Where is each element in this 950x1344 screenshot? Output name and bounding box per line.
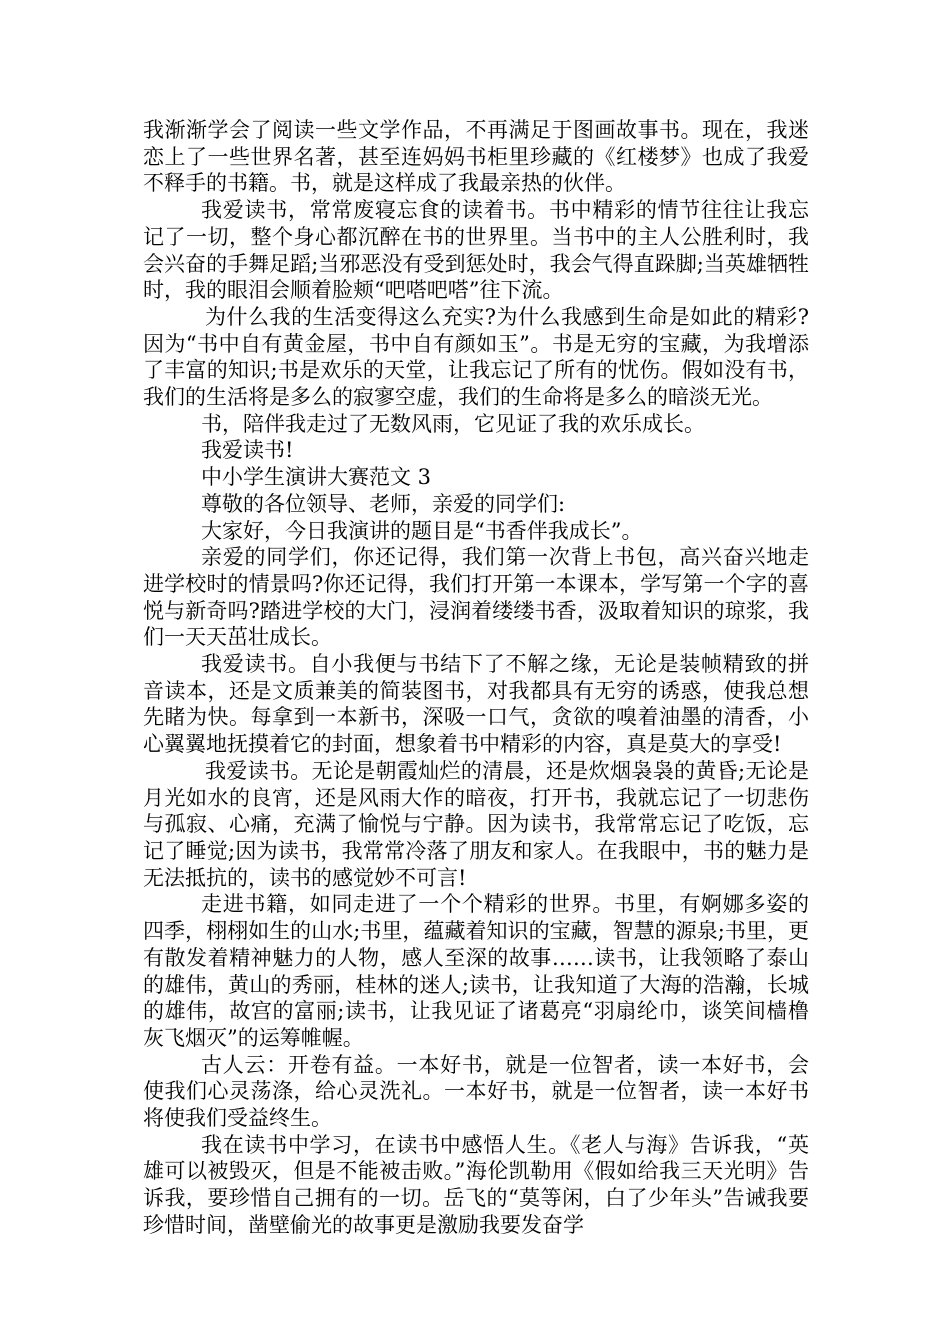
paragraph: 我渐渐学会了阅读一些文学作品，不再满足于图画故事书。现在，我迷恋上了一些世界名著，甚至连妈妈书柜里珍藏的《红楼梦》也成了我爱不释手的书籍。书，就是这样成了我最亲热的伙伴。 xyxy=(143,118,809,196)
paragraph: 我爱读书。自小我便与书结下了不解之缘，无论是装帧精致的拼音读本，还是文质兼美的简装图书，对我都具有无穷的诱惑，使我总想先睹为快。每拿到一本新书，深吸一口气，贪欲的嗅着油墨的清香，小心翼翼地抚摸着它的封面，想象着书中精彩的内容，真是莫大的享受! xyxy=(143,652,809,757)
paragraph: 我爱读书。无论是朝霞灿烂的清晨，还是炊烟袅袅的黄昏;无论是月光如水的良宵，还是风雨大作的暗夜，打开书，我就忘记了一切悲伤与孤寂、心痛，充满了愉悦与宁静。因为读书，我常常忘记了吃饭，忘记了睡觉;因为读书，我常常冷落了朋友和家人。在我眼中，书的魅力是无法抵抗的，读书的感觉妙不可言! xyxy=(143,758,809,890)
paragraph: 亲爱的同学们，你还记得，我们第一次背上书包，高兴奋兴地走进学校时的情景吗?你还记得，我们打开第一本课本，学写第一个字的喜悦与新奇吗?踏进学校的大门，浸润着缕缕书香，汲取着知识的琼浆，我们一天天茁壮成长。 xyxy=(143,545,809,650)
section-heading: 中小学生演讲大赛范文 3 xyxy=(201,465,432,490)
paragraph: 我在读书中学习，在读书中感悟人生。《老人与海》告诉我，“英雄可以被毁灭，但是不能被击败。”海伦凯勒用《假如给我三天光明》告诉我，要珍惜自己拥有的一切。岳飞的“莫等闲，白了少年头”告诫我要珍惜时间，凿壁偷光的故事更是激励我要发奋学 xyxy=(143,1132,809,1237)
paragraph: 走进书籍，如同走进了一个个精彩的世界。书里，有婀娜多姿的四季，栩栩如生的山水;书里，蕴藏着知识的宝藏，智慧的源泉;书里，更有散发着精神魅力的人物，感人至深的故事……读书，让我领略了泰山的雄伟，黄山的秀丽，桂林的迷人;读书，让我知道了大海的浩瀚，长城的雄伟，故宫的富丽;读书，让我见证了诸葛亮“羽扇纶巾，谈笑间樯橹灰飞烟灭”的运筹帷幄。 xyxy=(143,892,809,1050)
paragraph: 我爱读书，常常废寝忘食的读着书。书中精彩的情节往往让我忘记了一切，整个身心都沉醉在书的世界里。当书中的主人公胜利时，我会兴奋的手舞足蹈;当邪恶没有受到惩处时，我会气得直跺脚;当英雄牺牲时，我的眼泪会顺着脸颊“吧嗒吧嗒”往下流。 xyxy=(143,198,809,303)
paragraph: 为什么我的生活变得这么充实?为什么我感到生命是如此的精彩?因为“书中自有黄金屋，书中自有颜如玉”。书是无穷的宝藏，为我增添了丰富的知识;书是欢乐的天堂，让我忘记了所有的忧伤。假如没有书，我们的生活将是多么的寂寥空虚，我们的生命将是多么的暗淡无光。 xyxy=(143,304,809,410)
salutation: 尊敬的各位领导、老师，亲爱的同学们: xyxy=(201,491,566,516)
paragraph: 古人云：开卷有益。一本好书，就是一位智者，读一本好书，会使我们心灵荡涤，给心灵洗礼。一本好书，就是一位智者，读一本好书将使我们受益终生。 xyxy=(143,1052,809,1131)
document-body xyxy=(143,117,809,1239)
paragraph: 大家好，今日我演讲的题目是“书香伴我成长”。 xyxy=(201,518,643,543)
paragraph: 书，陪伴我走过了无数风雨，它见证了我的欢乐成长。 xyxy=(201,411,705,436)
paragraph: 我爱读书! xyxy=(201,438,294,463)
